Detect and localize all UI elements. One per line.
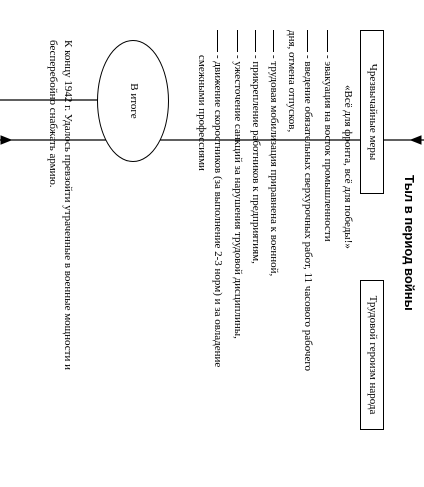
measure-item: смежными профессиями — [196, 55, 208, 171]
measure-item: - прикрепление работников к предприятиям, — [250, 55, 262, 264]
measure-dash — [307, 30, 308, 52]
measure-dash — [255, 30, 256, 52]
emergency-measures-box — [360, 30, 384, 194]
result-oval — [97, 40, 169, 162]
page-title: Тыл в период войны — [402, 175, 417, 311]
measure-dash — [237, 30, 238, 52]
measure-item: - введение обязательных сверхурочных работ, 11 часового рабочего — [302, 55, 314, 372]
measure-item: - эвакуация на восток промышленности — [322, 55, 334, 242]
measure-dash — [273, 30, 274, 52]
slogan-text: «Всё для фронта, всё для победы!» — [342, 85, 354, 249]
measure-item: - ужесточение санкций за нарушения трудовой дисциплины, — [232, 55, 244, 339]
measure-dash — [327, 30, 328, 52]
conclusion-line: бесперебойно снабжать армию. — [47, 40, 59, 188]
labor-heroism-label: Трудовой героизм народа — [367, 295, 379, 415]
measure-dash — [217, 30, 218, 52]
measure-item: дня, отмена отпусков, — [286, 30, 298, 133]
emergency-measures-label: Чрезвычайные меры — [367, 63, 379, 161]
measure-item: - движение скоростников (за выполнение 2-3 норм) и за овладение — [212, 55, 224, 368]
conclusion-line: К концу 1942 г. Удалось превзойти утраченные в военные мощности и — [62, 40, 74, 370]
labor-heroism-box — [360, 280, 384, 430]
result-label: В итоге — [128, 83, 140, 119]
measure-item: - трудовая мобилизация приравнена к военной, — [268, 55, 280, 277]
